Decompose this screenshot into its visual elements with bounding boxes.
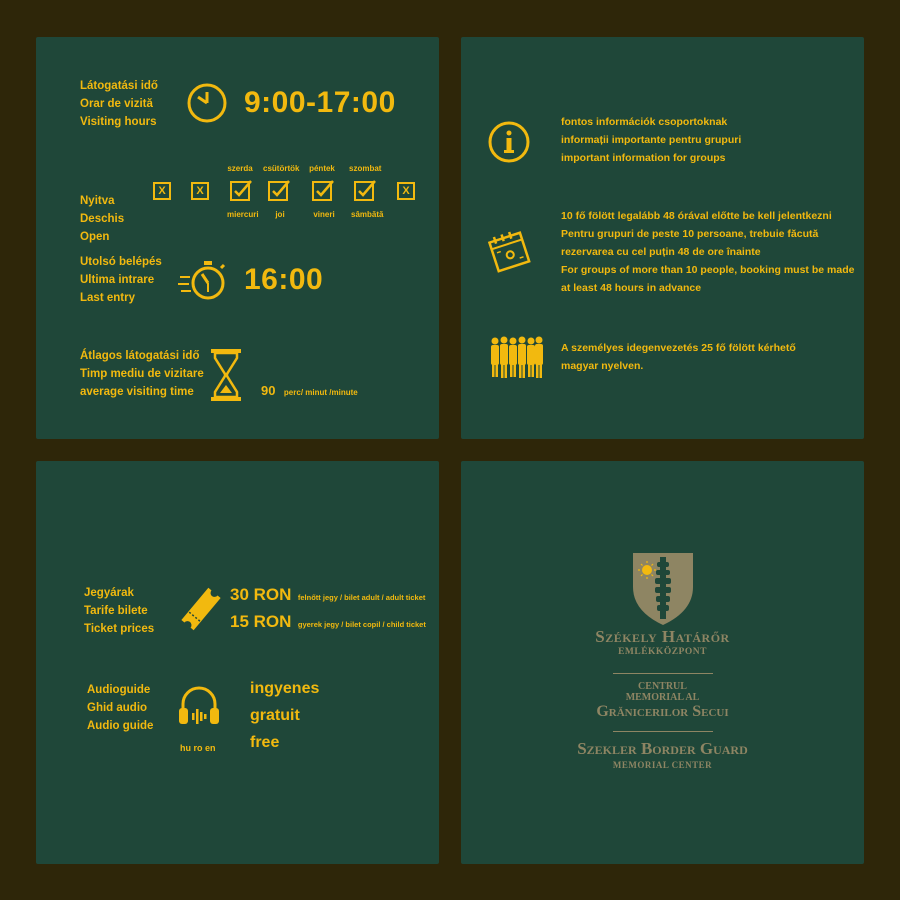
check-thursday-icon bbox=[267, 178, 291, 202]
audio-free-text: ingyenes gratuit free bbox=[250, 680, 320, 751]
logo-ro-title: Grănicerilor Secui bbox=[596, 703, 729, 720]
headphones-icon bbox=[177, 684, 221, 728]
average-time-value-row bbox=[261, 382, 358, 400]
child-price-row bbox=[230, 612, 426, 632]
info-icon bbox=[487, 120, 531, 164]
logo-ro-line1: CENTRUL bbox=[638, 681, 687, 692]
audioguide-label: Audioguide Ghid audio Audio guide bbox=[87, 684, 154, 732]
logo-ro-line2: MEMORIAL AL bbox=[625, 692, 700, 703]
day-friday-hu: péntek bbox=[309, 164, 335, 173]
logo-hu-title: Székely Határőr bbox=[595, 627, 730, 646]
day-saturday-ro: sâmbătă bbox=[351, 210, 384, 219]
child-ticket-desc: gyerek jegy / bilet copil / child ticket bbox=[297, 620, 426, 629]
clock-icon bbox=[186, 82, 228, 124]
logo-en-title: Szekler Border Guard bbox=[577, 739, 748, 758]
closed-tuesday-mark: X bbox=[191, 182, 209, 200]
logo-panel bbox=[461, 461, 864, 864]
tickets-panel bbox=[36, 461, 439, 864]
visiting-info-panel bbox=[36, 37, 439, 439]
closed-sunday-mark: X bbox=[397, 182, 415, 200]
logo-divider-1 bbox=[613, 673, 713, 674]
group-people-icon bbox=[489, 335, 545, 379]
adult-price: 30 RON bbox=[230, 585, 292, 604]
day-wednesday-ro: miercuri bbox=[227, 210, 259, 219]
ticket-prices-label: Jegyárak Tarife bilete Ticket prices bbox=[84, 587, 155, 635]
logo-en-subtitle: MEMORIAL CENTER bbox=[612, 760, 713, 770]
coat-of-arms-logo bbox=[633, 553, 693, 625]
child-price: 15 RON bbox=[230, 612, 292, 631]
group-booking-text: 10 fő fölött legalább 48 órával előtte be kell jelentkezni Pentru grupuri de peste 10 persoane, trebuie făcută rezervarea cu cel puțin 48 de ore înainte For groups of more than 10 people, booking must be made at least 48 hours in advance bbox=[561, 210, 855, 294]
groups-panel bbox=[461, 37, 864, 439]
average-time-value: 90 bbox=[261, 383, 276, 398]
visiting-hours-label: Látogatási idő Orar de vizită Visiting hours bbox=[80, 80, 158, 128]
adult-price-row bbox=[230, 585, 425, 605]
day-thursday-hu: csütörtök bbox=[263, 164, 300, 173]
guide-info-text: A személyes idegenvezetés 25 fő fölött kérhető magyar nyelven. bbox=[561, 342, 796, 372]
last-entry-value: 16:00 bbox=[244, 263, 324, 296]
check-friday-icon bbox=[311, 178, 335, 202]
calendar-icon bbox=[485, 227, 533, 275]
day-thursday-ro: joi bbox=[275, 210, 285, 219]
closed-monday-mark: X bbox=[153, 182, 171, 200]
day-saturday-hu: szombat bbox=[349, 164, 382, 173]
adult-ticket-desc: felnőtt jegy / bilet adult / adult ticket bbox=[297, 593, 426, 602]
stopwatch-icon bbox=[178, 257, 232, 303]
group-info-text: fontos információk csoportoknak informații importante pentru grupuri important information for groups bbox=[561, 116, 742, 164]
average-time-unit: perc/ minut /minute bbox=[283, 388, 358, 397]
day-friday-ro: vineri bbox=[313, 210, 335, 219]
check-saturday-icon bbox=[353, 178, 377, 202]
logo-divider-2 bbox=[613, 731, 713, 732]
logo-hu-subtitle: EMLÉKKÖZPONT bbox=[618, 647, 707, 657]
check-wednesday-icon bbox=[229, 178, 253, 202]
last-entry-label: Utolsó belépés Ultima intrare Last entry bbox=[80, 256, 162, 304]
audio-languages: hu ro en bbox=[180, 743, 216, 753]
average-time-label: Átlagos látogatási idő Timp mediu de vizitare average visiting time bbox=[80, 350, 204, 398]
open-label: Nyitva Deschis Open bbox=[80, 195, 125, 243]
day-wednesday-hu: szerda bbox=[227, 164, 253, 173]
visiting-hours-value: 9:00-17:00 bbox=[244, 86, 396, 119]
ticket-icon bbox=[176, 583, 226, 635]
hourglass-icon bbox=[210, 348, 242, 402]
